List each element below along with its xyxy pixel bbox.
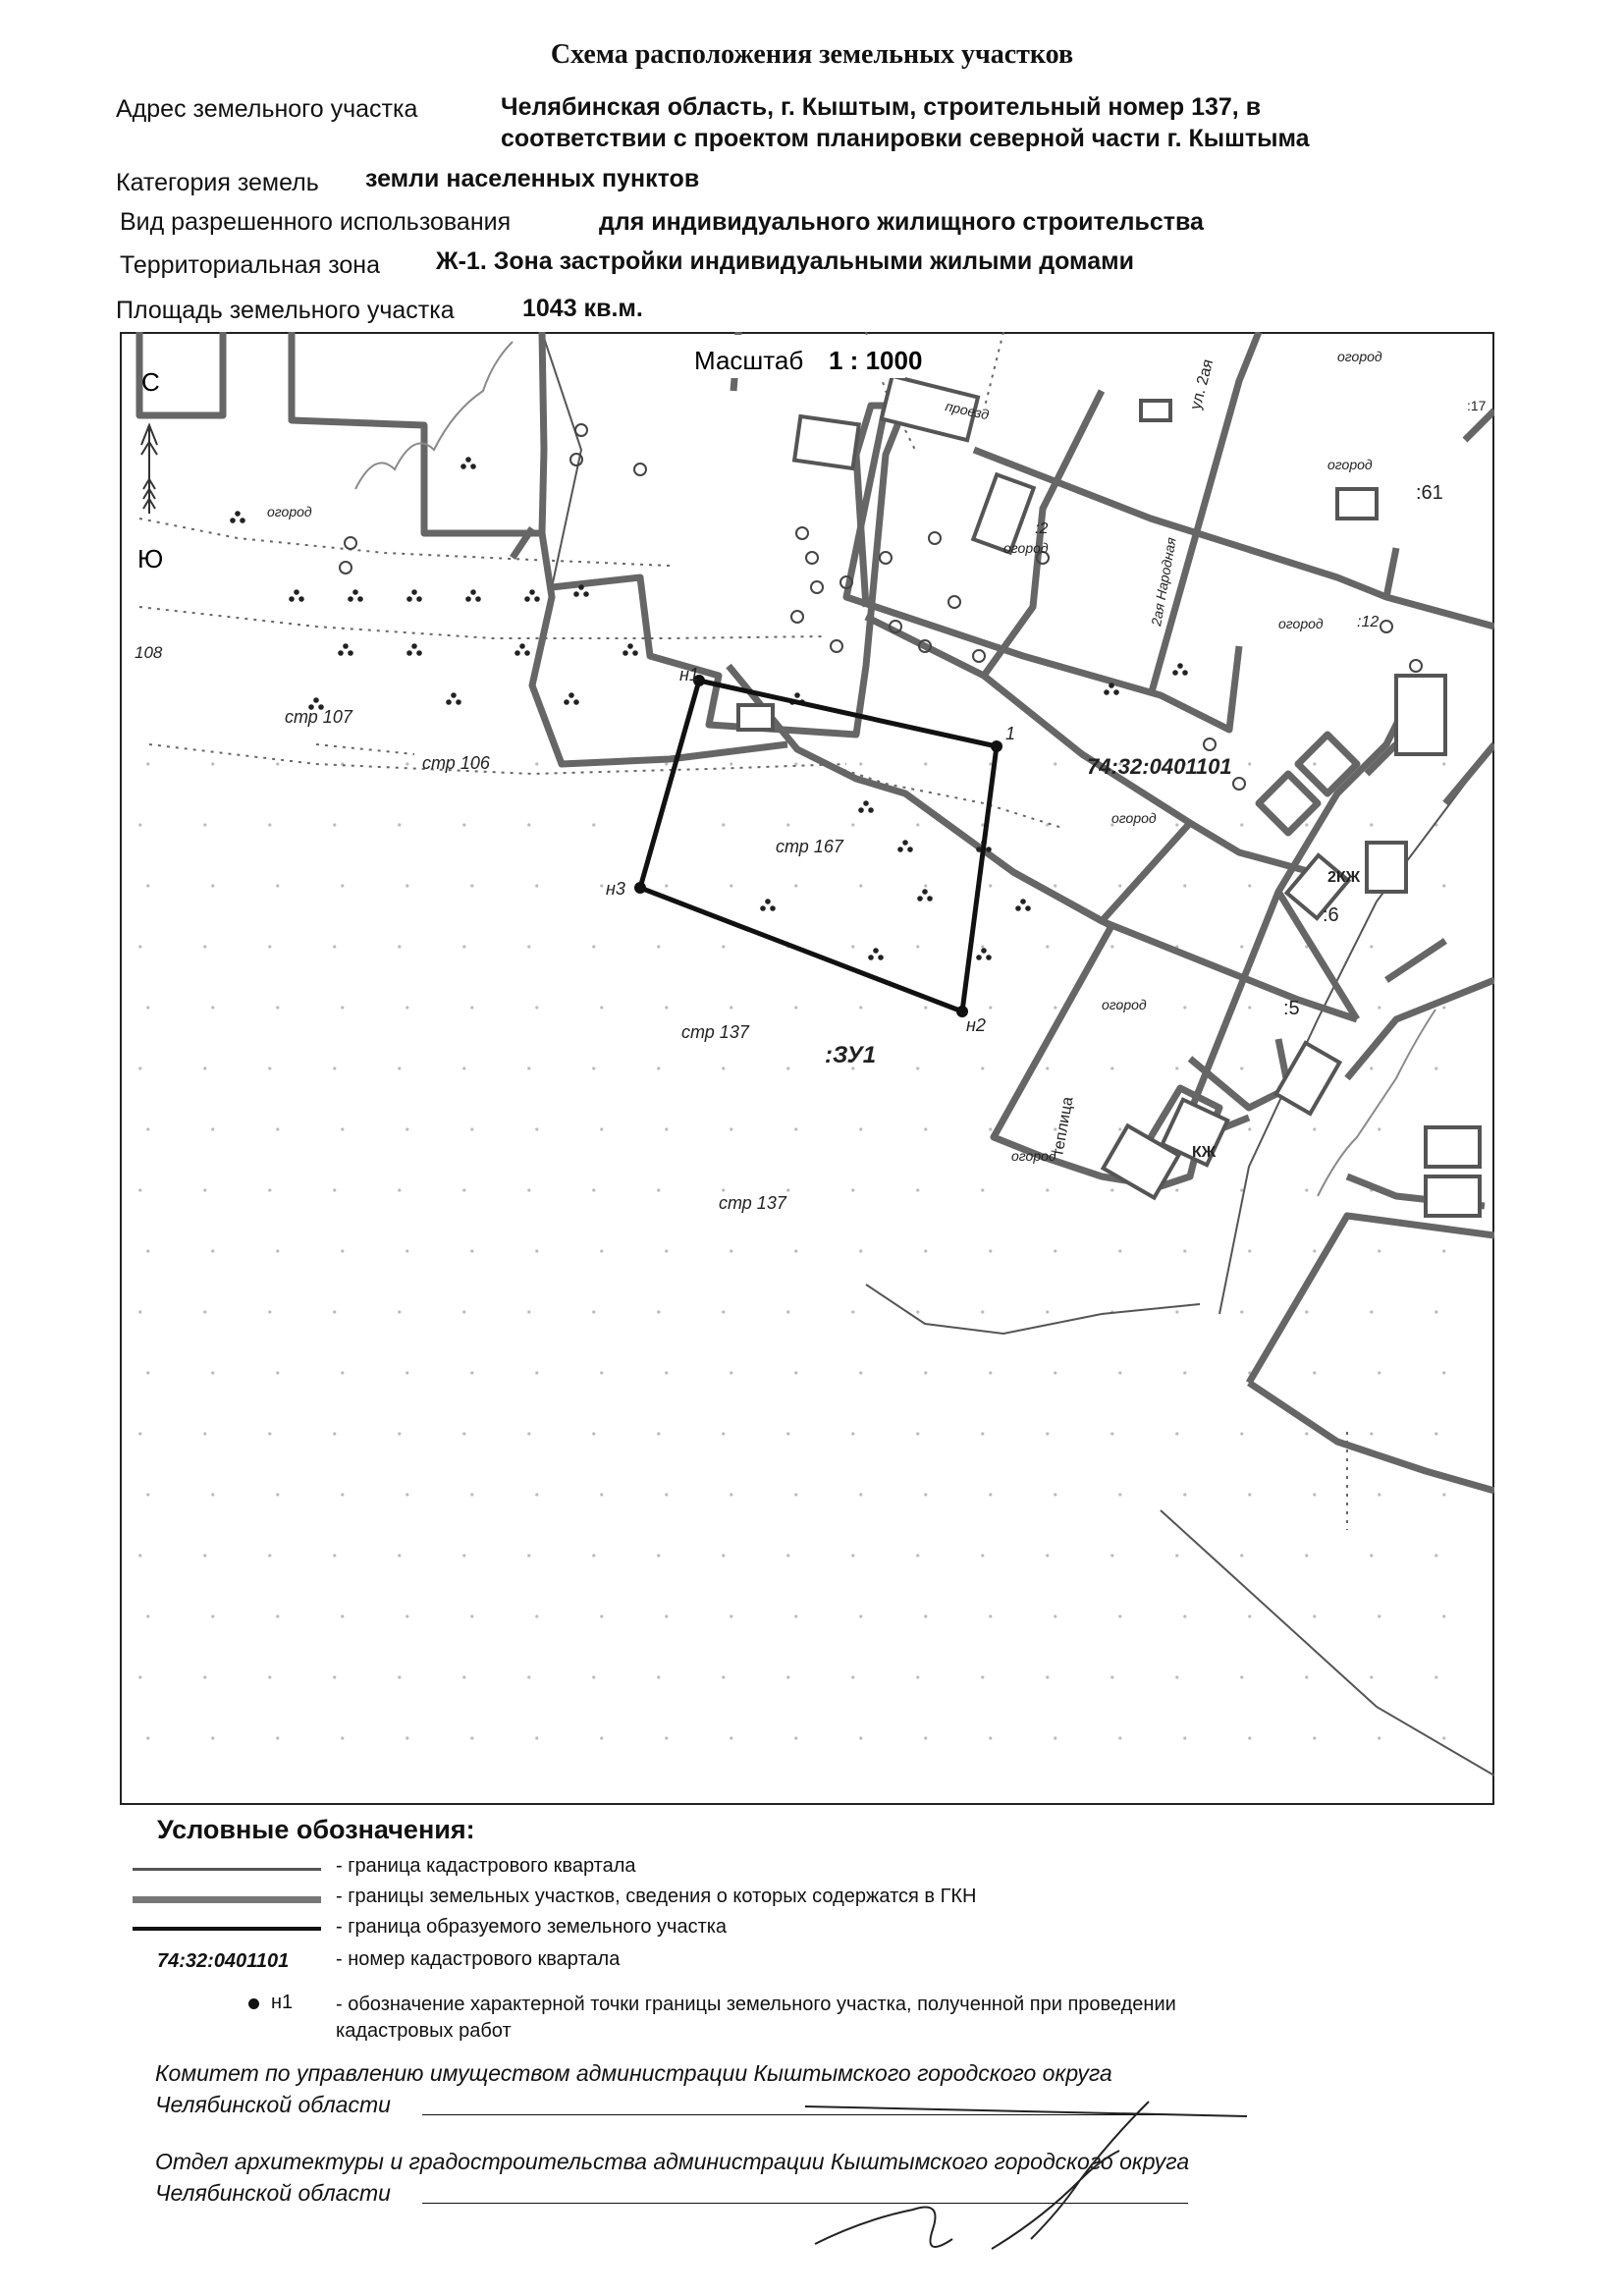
label-kzh: КЖ [1192,1144,1217,1161]
legend-item-point-cont: кадастровых работ [336,2020,512,2042]
legend-formed-line [133,1927,321,1931]
label-ogorod-6: огород [1011,1148,1056,1164]
handwritten-signature-icon [785,2082,1276,2269]
south-label: Ю [137,544,164,574]
legend-title: Условные обозначения: [157,1815,475,1844]
dept-line1: Отдел архитектуры и градостроительства администрации Кыштымского городского округа [155,2149,1190,2174]
committee-line1: Комитет по управлению имуществом администрации Кыштымского городского округа [155,2060,1112,2086]
label-108: 108 [135,643,163,662]
label-street1: ул. 2ая [1187,357,1218,412]
label-proezd: проезд [944,398,991,423]
label-num61: :61 [1416,482,1443,504]
handwritten-annotation-marks [355,342,1435,1196]
label-street2: 2ая Народная [1148,536,1179,628]
legend-item-formed: - граница образуемого земельного участка [336,1916,728,1938]
label-ogorod-3: огород [1278,616,1324,631]
category-label: Категория земель [116,169,319,196]
category-value: земли населенных пунктов [365,165,700,192]
area-value: 1043 кв.м. [522,295,643,322]
cadastral-map [120,332,1494,1805]
label-str137-south: стр 137 [719,1193,786,1213]
legend-item-point: - обозначение характерной точки границы земельного участка, полученной при проведении [336,1994,1176,2015]
label-str167: стр 167 [776,837,843,856]
existing-parcels [139,332,1494,1491]
label-ogorod-4: огород [1111,810,1157,826]
legend-item-quarter: - граница кадастрового квартала [336,1855,636,1877]
usage-value: для индивидуального жилищного строительства [599,208,1204,236]
dashed-boundaries [139,332,1347,1530]
address-value-line1: Челябинская область, г. Кыштым, строительный номер 137, в [501,93,1262,121]
background-dot-grid [138,762,1445,1739]
label-num12: :12 [1357,614,1380,630]
legend-point-dot [248,1998,259,2009]
label-ogorod-7: огород [1337,349,1382,364]
document-title: Схема расположения земельных участков [550,39,1074,70]
label-teplica: теплица [1050,1095,1077,1158]
point-label-n2: н2 [966,1015,986,1035]
point-n3 [634,882,646,894]
zone-label: Территориальная зона [120,251,380,279]
area-label: Площадь земельного участка [116,297,455,324]
point-label-1: 1 [1005,724,1016,743]
point-1 [991,740,1002,752]
label-ogorod-1: огород [267,504,312,519]
point-label-n3: н3 [606,879,625,899]
label-ogorod-8: огород [1327,457,1373,472]
legend-parcel-line [133,1896,321,1903]
legend-item-parcels: - границы земельных участков, сведения о которых содержатся в ГКН [336,1886,977,1907]
north-label: С [141,367,160,397]
label-num6: :6 [1323,904,1339,926]
point-label-n1: н1 [679,665,699,684]
label-str137-parcel: стр 137 [681,1022,749,1042]
label-str107: стр 107 [285,707,352,727]
address-label: Адрес земельного участка [116,95,418,123]
legend-item-quarter-number: - номер кадастрового квартала [336,1948,621,1970]
label-ogorod-5: огород [1102,997,1147,1012]
label-num5: :5 [1283,998,1300,1019]
label-str106: стр 106 [422,753,490,773]
label-num2: :2 [1035,520,1049,537]
north-arrow-icon [141,425,157,514]
scale-value: 1 : 1000 [829,346,923,375]
legend-quarter-sample: 74:32:0401101 [157,1950,290,1972]
address-value-line2: соответствии с проектом планировки северной части г. Кыштыма [501,125,1310,152]
legend-point-sample: н1 [271,1992,294,2013]
dept-line2: Челябинской области [155,2180,391,2206]
label-2kzh: 2КЖ [1327,869,1361,886]
scale-label: Масштаб [694,346,804,375]
usage-label: Вид разрешенного использования [120,208,512,236]
committee-line2: Челябинской области [155,2092,391,2117]
label-ogorod-2: огород [1003,540,1049,556]
zone-value: Ж-1. Зона застройки индивидуальными жилыми домами [436,247,1134,275]
legend-quarter-line [133,1868,321,1871]
label-num17: :17 [1467,398,1487,413]
parcel-label: :ЗУ1 [825,1042,877,1068]
quarter-number: 74:32:0401101 [1087,754,1232,779]
